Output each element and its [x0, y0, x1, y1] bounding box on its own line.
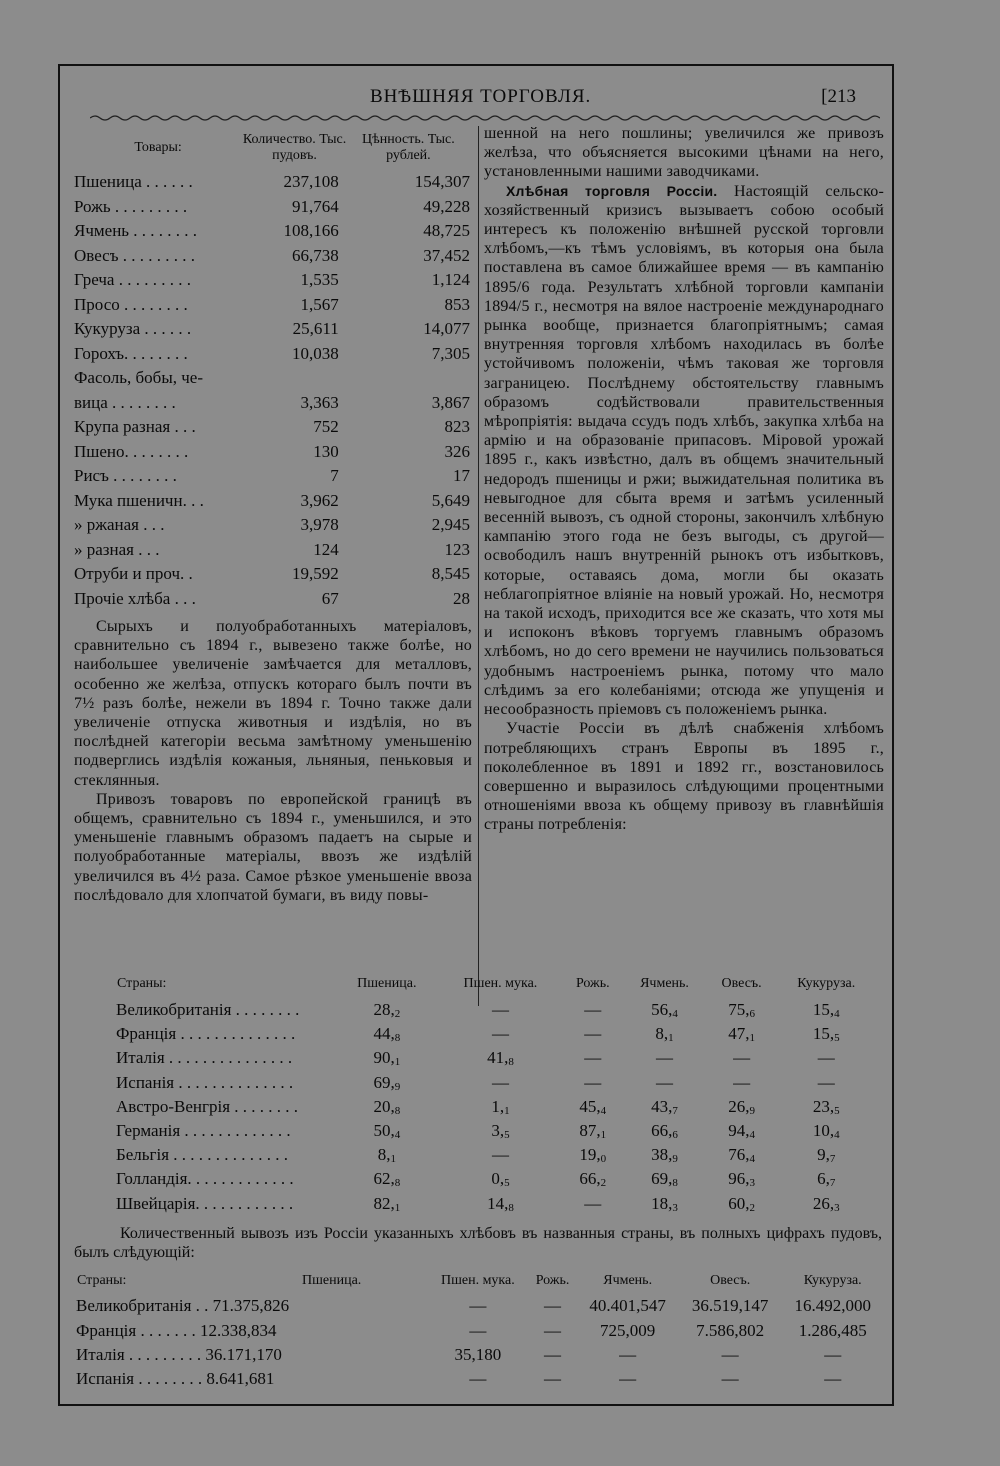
goods-name: Прочiе хлѣба . . .	[74, 588, 196, 608]
goods-value: 2,945	[431, 515, 470, 535]
export-intro: Количественный вывозъ изъ Россiи указанныхъ хлѣбовъ въ названныя страны, въ полныхъ цифрахъ пудовъ, былъ слѣдующiй:	[74, 1225, 882, 1261]
percent-cell: 75,6	[728, 1000, 755, 1021]
goods-value: 823	[444, 417, 470, 437]
export-cell: —	[469, 1320, 487, 1340]
section-text: Настоящiй сельско-хозяйственный кризисъ вызываетъ собою особый интересъ къ положенiю внѣшней русской торговли хлѣбомъ,—къ тѣмъ условiямъ, въ которыя она была поставлена въ самое ближайшее время — въ кампанiю 1895/6 года. Результатъ хлѣбной торговли кампанiи 1894/5 г., несмотря на вялое настроенiе международнаго рынка вообще, признается благопрiятнымъ; самая внутренняя торговля хлѣбомъ находилась въ болѣе устойчивомъ положенiи, чѣмъ таковая же торговля заграницею. Послѣднему обстоятельству главнымъ образомъ содѣйствовали правительственныя мѣропрiятiя: выдача ссудъ подъ хлѣбъ, закупка хлѣба на армiю и на образованiе припасовъ. Мiровой урожай 1895 г., какъ извѣстно, далъ въ общемъ значительный недородъ пшеницы и ржи; выжидательная политика въ невыгодное для сбыта время и затѣмъ усиленный весеннiй вывозъ, съ одной стороны, закончилъ хлѣбную кампанiю этого года не безъ выгоды, съ другой—освободилъ нашъ внутреннiй рынокъ отъ избытковъ, которые, оставаясь дома, могли бы оказать неблагопрiятное влiянiе на новый урожай. Но, несмотря на такой исходъ, приходится все же сказать, что хотя мы и испоконъ вѣковъ торгуемъ главнымъ образомъ хлѣбомъ, но до сего времени не научились пользоваться удобнымъ настроенiемъ рынка, потому что мало слѣдимъ за его колебанiями; отсюда же упущенiя и несообразность прiемовъ съ положенiемъ рынка.	[484, 182, 884, 719]
page-header	[60, 86, 892, 116]
percent-header: Пшен. мука.	[463, 976, 538, 991]
percent-cell: 6,7	[817, 1169, 836, 1190]
goods-row	[74, 440, 472, 465]
goods-value: 8,545	[431, 564, 470, 584]
percent-cell: 9,7	[817, 1145, 836, 1166]
percent-cell: —	[491, 1145, 509, 1165]
goods-name: » ржаная . . .	[74, 515, 165, 535]
goods-name: Рожь . . . . . . . . .	[74, 196, 188, 216]
percent-cell: 47,1	[728, 1024, 755, 1045]
goods-name: Просо . . . . . . . .	[74, 294, 188, 314]
percent-header: Пшеница.	[357, 976, 417, 991]
export-table	[76, 1268, 884, 1392]
goods-quantity	[242, 366, 347, 391]
goods-row	[74, 342, 472, 367]
export-cell: 36.519,147	[691, 1296, 769, 1316]
percent-cell: 94,4	[728, 1121, 755, 1142]
goods-quantity: 91,764	[292, 196, 339, 216]
goods-name: Фасоль, бобы, че-	[74, 368, 204, 388]
goods-value: 123	[444, 539, 470, 559]
export-cell: —	[721, 1369, 739, 1389]
export-country: Испанiя . . . . . . . . 8.641,681	[76, 1369, 275, 1389]
percent-cell: —	[584, 1000, 602, 1020]
country-name: Италiя . . . . . . . . . . . . . . .	[116, 1048, 293, 1068]
goods-quantity: 10,038	[292, 343, 339, 363]
goods-row	[74, 170, 472, 195]
left-column	[74, 132, 472, 905]
percent-cell: 1,1	[491, 1096, 510, 1117]
percent-cell: —	[491, 1000, 509, 1020]
goods-quantity: 1,567	[300, 294, 339, 314]
export-cell: —	[544, 1344, 562, 1364]
goods-row	[74, 415, 472, 440]
goods-row	[74, 244, 472, 269]
percent-cell: —	[584, 1193, 602, 1213]
goods-value: 3,867	[431, 392, 470, 412]
export-country: Италiя . . . . . . . . . 36.171,170	[76, 1344, 282, 1364]
export-header: Кукуруза.	[803, 1273, 862, 1288]
export-header: Страны:	[77, 1273, 127, 1288]
goods-name: Кукуруза . . . . . .	[74, 319, 192, 339]
goods-quantity: 124	[313, 539, 339, 559]
export-cell: —	[619, 1344, 637, 1364]
percent-cell: 3,5	[491, 1121, 510, 1142]
goods-name: Мука пшеничн. . .	[74, 490, 204, 510]
goods-value: 1,124	[431, 270, 470, 290]
percent-row	[116, 1071, 876, 1095]
percent-cell: —	[656, 1072, 673, 1092]
goods-value: 28	[453, 588, 470, 608]
percent-cell: 15,4	[812, 1000, 840, 1021]
percent-cell: 28,2	[373, 1000, 401, 1021]
export-cell: 35,180	[454, 1344, 502, 1364]
export-header: Овесъ.	[710, 1273, 751, 1288]
percent-table	[116, 970, 876, 1216]
export-cell: —	[544, 1320, 562, 1340]
percent-cell: 41,8	[487, 1048, 514, 1069]
percent-cell: —	[491, 1072, 509, 1092]
percent-cell: 26,3	[812, 1193, 840, 1214]
percent-cell: —	[584, 1024, 602, 1044]
percent-cell: 76,4	[728, 1145, 755, 1166]
country-name: Германiя . . . . . . . . . . . . .	[116, 1121, 291, 1141]
export-header: Рожь.	[535, 1273, 570, 1288]
goods-name: Греча . . . . . . . . .	[74, 270, 191, 290]
goods-quantity: 67	[321, 588, 339, 608]
goods-row	[74, 562, 472, 587]
percent-header: Кукуруза.	[797, 976, 856, 991]
percent-cell: 18,3	[651, 1193, 678, 1214]
goods-name: Пшено. . . . . . . .	[74, 441, 189, 461]
export-header: Пшеница.	[302, 1273, 362, 1288]
export-header: Ячмень.	[603, 1273, 653, 1288]
percent-header: Страны:	[117, 976, 167, 991]
goods-row	[74, 464, 472, 489]
paragraph-imports: Привозъ товаровъ по европейской границѣ въ общемъ, сравнительно съ 1894 г., уменьшился, и это уменьшенiе главнымъ образомъ падаетъ на сырые и полуобработанные матерiалы, ввозъ же издѣлiй увеличился въ 4½ раза. Самое рѣзкое уменьшенiе ввоза послѣдовало для хлопчатой бумаги, въ виду повы-	[74, 790, 472, 904]
percent-cell: —	[733, 1048, 751, 1068]
goods-row	[74, 366, 472, 391]
goods-name: Пшеница . . . . . .	[74, 172, 193, 192]
country-name: Голландiя. . . . . . . . . . . . .	[116, 1169, 294, 1189]
percent-row	[116, 1119, 876, 1143]
percent-row	[116, 1022, 876, 1046]
percent-cell: 26,9	[728, 1096, 755, 1117]
goods-quantity: 7	[330, 466, 339, 486]
percent-cell: 8,1	[377, 1145, 396, 1166]
goods-name: Крупа разная . . .	[74, 417, 196, 437]
page-number: [213	[821, 86, 856, 107]
percent-cell: 62,8	[373, 1169, 401, 1190]
export-cell: —	[469, 1296, 487, 1316]
value-header: Цѣнность. Тыс. рублей.	[362, 132, 455, 163]
right-column	[484, 124, 884, 835]
page-frame	[58, 64, 894, 1406]
percent-cell: 43,7	[651, 1096, 678, 1117]
goods-row	[74, 513, 472, 538]
section-heading: Хлѣбная торговля Россiи.	[506, 182, 718, 199]
country-name: Великобританiя . . . . . . . .	[116, 1000, 300, 1020]
percent-cell: 10,4	[812, 1121, 840, 1142]
percent-cell: —	[491, 1024, 509, 1044]
percent-header: Ячмень.	[640, 976, 689, 991]
export-cell: 16.492,000	[794, 1296, 871, 1316]
export-cell: —	[721, 1344, 739, 1364]
country-name: Швейцарiя. . . . . . . . . . . .	[116, 1193, 294, 1213]
goods-quantity: 1,535	[300, 270, 339, 290]
goods-row	[74, 587, 472, 612]
goods-name: » разная . . .	[74, 539, 160, 559]
goods-name: Овесъ . . . . . . . . .	[74, 245, 196, 265]
goods-name: Рисъ . . . . . . . .	[74, 466, 177, 486]
wavy-rule	[90, 114, 880, 122]
goods-quantity: 3,978	[300, 515, 339, 535]
export-row	[76, 1343, 884, 1367]
goods-quantity: 66,738	[292, 245, 339, 265]
export-cell: —	[824, 1369, 842, 1389]
percent-cell: 45,4	[579, 1096, 607, 1117]
percent-cell: 69,8	[651, 1169, 678, 1190]
goods-row	[74, 293, 472, 318]
goods-quantity: 108,166	[283, 221, 339, 241]
goods-header: Товары:	[134, 140, 182, 155]
goods-quantity: 19,592	[292, 564, 339, 584]
percent-cell: —	[817, 1048, 835, 1068]
export-row	[76, 1294, 884, 1318]
goods-value: 49,228	[423, 196, 470, 216]
country-name: Испанiя . . . . . . . . . . . . . .	[116, 1072, 294, 1092]
goods-row	[74, 195, 472, 220]
export-cell: 1.286,485	[798, 1320, 867, 1340]
export-row	[76, 1367, 884, 1391]
percent-cell: 14,8	[487, 1193, 514, 1214]
goods-quantity: 752	[313, 417, 339, 437]
export-cell: —	[619, 1369, 637, 1389]
paragraph-continuation: шенной на него пошлины; увеличился же привозъ желѣза, что объясняется высокими цѣнами на него, установленными нашими заводчиками.	[484, 125, 884, 181]
percent-row	[116, 1046, 876, 1070]
goods-value: 154,307	[414, 172, 470, 192]
percent-cell: 87,1	[579, 1121, 607, 1142]
percent-cell: 38,9	[651, 1145, 678, 1166]
percent-cell: 23,5	[812, 1096, 840, 1117]
percent-cell: 8,1	[655, 1024, 674, 1045]
goods-row	[74, 268, 472, 293]
percent-row	[116, 1167, 876, 1191]
goods-value: 5,649	[431, 490, 470, 510]
export-cell: —	[544, 1369, 562, 1389]
percent-cell: 66,2	[579, 1169, 607, 1190]
country-name: Австро-Венгрiя . . . . . . . .	[116, 1096, 299, 1116]
percent-cell: 66,6	[651, 1121, 678, 1142]
country-name: Бельгiя . . . . . . . . . . . . . .	[116, 1145, 289, 1165]
goods-quantity: 25,611	[292, 319, 339, 339]
percent-cell: 60,2	[728, 1193, 755, 1214]
percent-cell: 20,8	[373, 1096, 401, 1117]
goods-value: 37,452	[423, 245, 470, 265]
percent-cell: 15,5	[812, 1024, 840, 1045]
goods-value: 7,305	[431, 343, 470, 363]
country-name: Францiя . . . . . . . . . . . . . .	[116, 1024, 296, 1044]
percent-header: Рожь.	[575, 976, 610, 991]
percent-cell: —	[584, 1048, 602, 1068]
quantity-header: Количество. Тыс. пудовъ.	[242, 132, 347, 163]
percent-cell: 44,8	[373, 1024, 401, 1045]
percent-cell: 82,1	[373, 1193, 401, 1214]
export-cell: 7.586,802	[696, 1320, 765, 1340]
percent-cell: —	[817, 1072, 835, 1092]
percent-cell: 90,1	[373, 1048, 401, 1069]
goods-name: вица . . . . . . . .	[74, 392, 176, 412]
percent-header: Овесъ.	[721, 976, 762, 991]
percent-cell: 50,4	[373, 1121, 401, 1142]
goods-value: 326	[444, 441, 470, 461]
goods-row	[74, 391, 472, 416]
goods-table	[74, 132, 472, 611]
export-country: Великобританiя . . 71.375,826	[76, 1296, 290, 1316]
percent-row	[116, 998, 876, 1022]
export-country: Францiя . . . . . . . 12.338,834	[76, 1320, 277, 1340]
goods-row	[74, 317, 472, 342]
export-cell: 40.401,547	[589, 1296, 666, 1316]
export-cell: —	[469, 1369, 487, 1389]
percent-cell: 69,9	[373, 1072, 401, 1093]
percent-cell: —	[584, 1072, 602, 1092]
paragraph-grain-trade	[484, 182, 884, 720]
goods-quantity: 237,108	[283, 172, 339, 192]
percent-row	[116, 1192, 876, 1216]
goods-value: 17	[453, 466, 470, 486]
percent-cell: 19,0	[579, 1145, 607, 1166]
running-title: ВНѢШНЯЯ ТОРГОВЛЯ.	[370, 86, 592, 107]
percent-cell: 56,4	[651, 1000, 678, 1021]
paragraph-raw-materials: Сырыхъ и полуобработанныхъ матерiаловъ, сравнительно съ 1894 г., вывезено также болѣе, но наибольшее увеличенiе замѣчается для металловъ, особенно же желѣза, отпускъ котораго былъ почти въ 7½ разъ болѣе, нежели въ 1894 г. Точно также дали увеличенiе отпуска животныя и издѣлiя, но въ послѣдней категорiи весьма замѣтному уменьшенiю подверглись издѣлiя кожаныя, льняныя, пеньковыя и стеклянныя.	[74, 618, 472, 789]
goods-quantity: 130	[313, 441, 339, 461]
goods-value: 853	[444, 294, 470, 314]
percent-cell: 0,5	[491, 1169, 510, 1190]
export-row	[76, 1318, 884, 1342]
column-separator	[478, 126, 479, 1006]
goods-row	[74, 219, 472, 244]
percent-cell: —	[656, 1048, 673, 1068]
goods-value: 48,725	[423, 221, 470, 241]
export-cell: —	[824, 1344, 842, 1364]
goods-row	[74, 538, 472, 563]
goods-value: 14,077	[423, 319, 470, 339]
export-cell: —	[544, 1296, 562, 1316]
percent-row	[116, 1143, 876, 1167]
export-header: Пшен. мука.	[440, 1273, 515, 1288]
percent-row	[116, 1095, 876, 1119]
goods-name: Горохъ. . . . . . . .	[74, 343, 188, 363]
percent-cell: 96,3	[728, 1169, 755, 1190]
goods-row	[74, 489, 472, 514]
goods-name: Отруби и проч. .	[74, 564, 193, 584]
goods-quantity: 3,363	[300, 392, 339, 412]
goods-quantity: 3,962	[300, 490, 339, 510]
goods-name: Ячмень . . . . . . . .	[74, 221, 198, 241]
goods-value	[347, 366, 472, 391]
percent-cell: —	[733, 1072, 751, 1092]
export-cell: 725,009	[600, 1320, 656, 1340]
paragraph-participation: Участiе Россiи въ дѣлѣ снабженiя хлѣбомъ потребляющихъ странъ Европы въ 1895 г., поколебленное въ 1891 и 1892 гг., возстановилось совершенно и выразилось слѣдующими процентными отношенiями ввоза къ общему привозу въ главнѣйшiя страны потребленiя:	[484, 720, 884, 834]
